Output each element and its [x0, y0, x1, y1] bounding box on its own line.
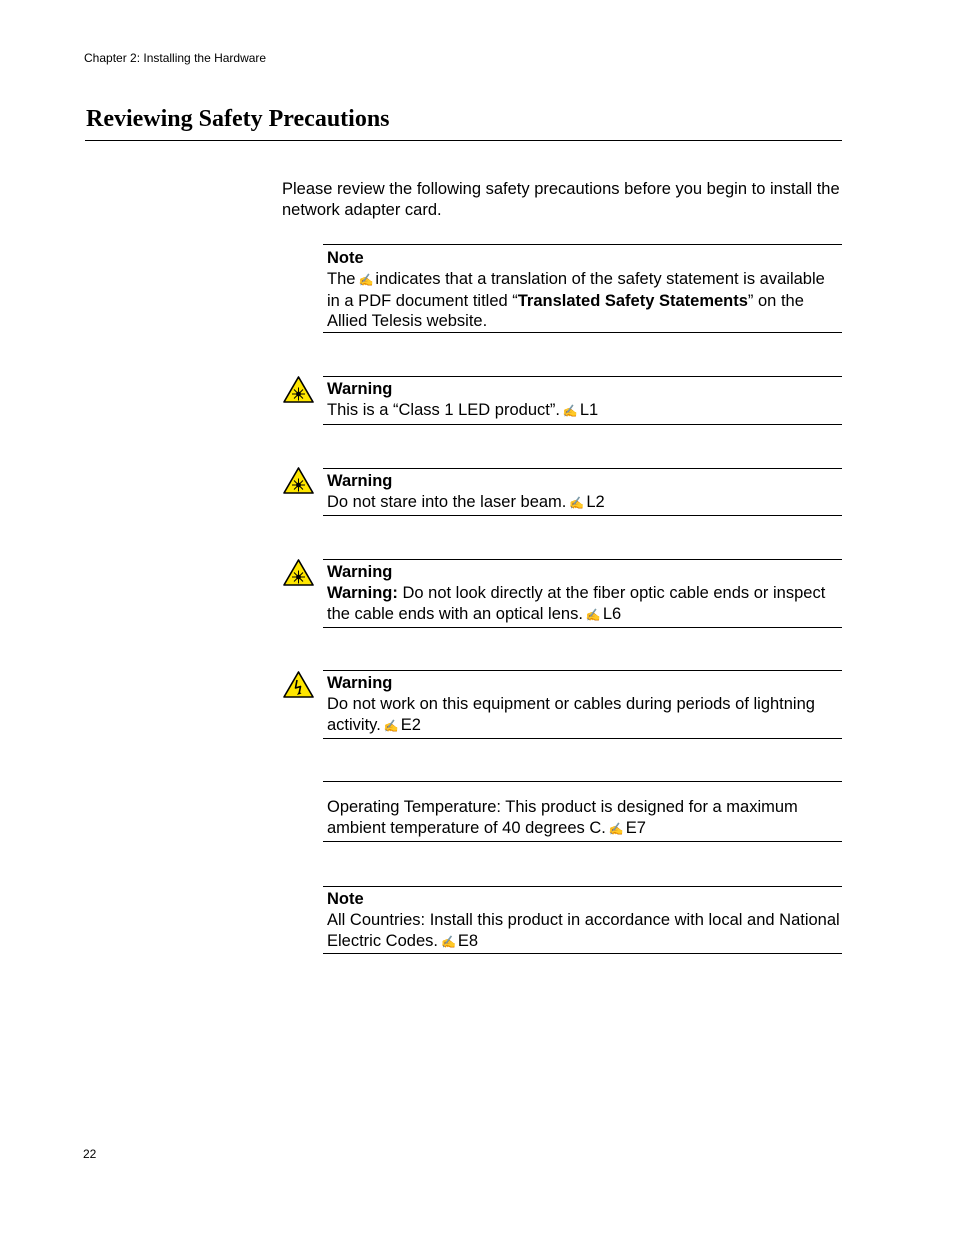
warning-heading: Warning [327, 380, 393, 398]
warning-text: Do not stare into the laser beam. ✍ L2 [327, 493, 605, 511]
note-heading: Note [327, 890, 364, 908]
translation-symbol-icon: ✍ [383, 718, 398, 733]
temperature-box [323, 781, 842, 842]
page-number: 22 [83, 1147, 97, 1161]
warning-text: Warning: Do not look directly at the fiber optic cable ends or inspect the cable ends with an optical lens. ✍ L6 [327, 584, 826, 623]
warning-box [323, 468, 842, 516]
translation-symbol-icon: ✍ [562, 404, 577, 418]
warning-heading: Warning [327, 674, 393, 692]
intro-paragraph: Please review the following safety precautions before you begin to install the network adapter card. [282, 180, 840, 219]
translation-symbol-icon: ✍ [358, 273, 373, 287]
translation-symbol-icon: ✍ [608, 821, 623, 836]
laser-warning-icon [283, 467, 314, 494]
note-box [323, 886, 842, 954]
note-heading: Note [327, 249, 364, 267]
section-title: Reviewing Safety Precautions [86, 106, 390, 132]
electrical-warning-icon [283, 671, 314, 698]
title-rule [85, 140, 842, 141]
warning-box [323, 670, 842, 739]
note-text: The ✍ indicates that a translation of the safety statement is available in a PDF document titled “Translated Safety Statements” on the Allied Telesis website. [327, 270, 825, 330]
warning-box [323, 376, 842, 425]
warning-heading: Warning [327, 472, 393, 490]
temperature-text: Operating Temperature: This product is designed for a maximum ambient temperature of 40 degrees C. ✍ E7 [327, 798, 798, 837]
chapter-header: Chapter 2: Installing the Hardware [84, 51, 267, 65]
note-box [323, 244, 842, 333]
note-text: All Countries: Install this product in accordance with local and National Electric Codes. ✍ E8 [327, 911, 840, 950]
laser-warning-icon [283, 559, 314, 586]
laser-warning-icon [283, 376, 314, 403]
document-title: Translated Safety Statements [517, 291, 748, 310]
warning-box [323, 559, 842, 628]
translation-symbol-icon: ✍ [440, 934, 455, 949]
translation-symbol-icon: ✍ [569, 496, 584, 510]
warning-text: This is a “Class 1 LED product”. ✍ L1 [327, 401, 599, 419]
warning-heading: Warning [327, 563, 393, 581]
warning-text: Do not work on this equipment or cables during periods of lightning activity. ✍ E2 [327, 695, 815, 734]
translation-symbol-icon: ✍ [585, 607, 600, 622]
